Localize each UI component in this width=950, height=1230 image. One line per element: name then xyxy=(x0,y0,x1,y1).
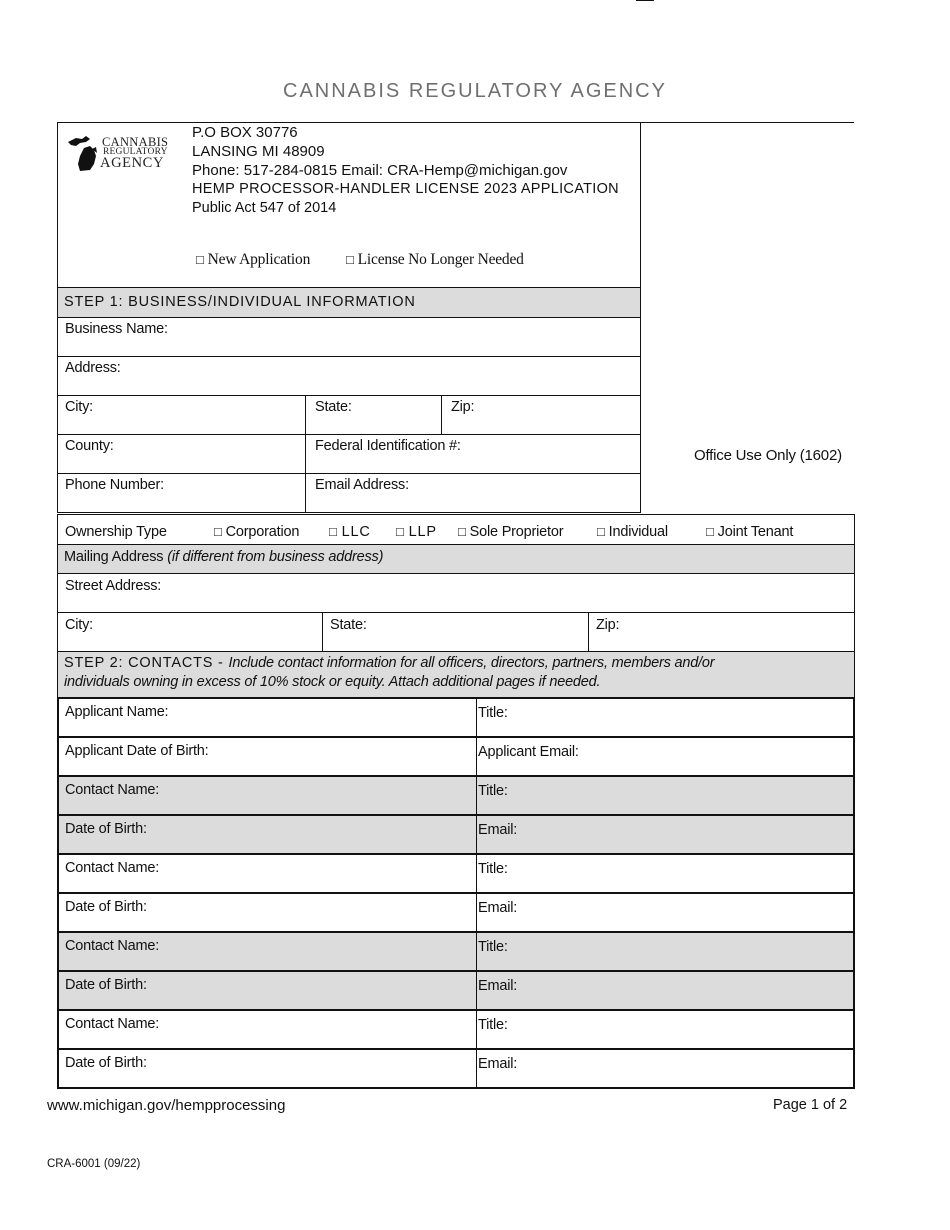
email-field[interactable]: Email: xyxy=(478,1056,518,1072)
contact-dob-field[interactable]: Date of Birth: xyxy=(65,821,147,837)
divider xyxy=(57,651,58,698)
divider xyxy=(57,434,641,435)
checkbox-icon: □ xyxy=(214,524,222,539)
business-name-field[interactable]: Business Name: xyxy=(65,321,168,337)
office-use-top-border xyxy=(640,122,854,123)
footer-url[interactable]: www.michigan.gov/hempprocessing xyxy=(47,1097,286,1114)
contact-dob-field[interactable]: Date of Birth: xyxy=(65,899,147,915)
divider xyxy=(588,612,589,651)
office-use-label: Office Use Only (1602) xyxy=(694,447,842,464)
state-field[interactable]: State: xyxy=(315,399,352,415)
mailing-city-field[interactable]: City: xyxy=(65,617,94,633)
divider xyxy=(322,612,323,651)
new-application-checkbox[interactable] xyxy=(196,251,310,269)
title-field[interactable]: Title: xyxy=(478,861,508,877)
divider xyxy=(441,395,442,434)
checkbox-icon: □ xyxy=(329,524,338,539)
contacts-row xyxy=(59,699,853,738)
ownership-option-label: Individual xyxy=(608,524,668,540)
mailing-title-text: Mailing Address xyxy=(64,549,164,565)
ownership-option-label: LLC xyxy=(341,524,371,540)
mailing-zip-field[interactable]: Zip: xyxy=(596,617,620,633)
applicant-email-field[interactable]: Applicant Email: xyxy=(478,744,579,760)
divider xyxy=(57,473,641,474)
divider xyxy=(57,287,641,288)
checkbox-icon: □ xyxy=(346,252,354,267)
title-field[interactable]: Title: xyxy=(478,705,508,721)
contacts-row xyxy=(59,738,853,777)
divider xyxy=(305,395,306,513)
divider xyxy=(57,544,855,545)
divider xyxy=(57,317,641,318)
federal-id-field[interactable]: Federal Identification #: xyxy=(315,438,461,454)
ownership-type-label: Ownership Type xyxy=(65,524,167,540)
divider xyxy=(57,573,855,574)
step2-note-line2: individuals owning in excess of 10% stock or equity. Attach additional pages if needed. xyxy=(64,674,601,690)
ownership-sole-proprietor-checkbox[interactable] xyxy=(458,524,563,540)
contacts-row xyxy=(59,1050,853,1087)
contacts-row xyxy=(59,933,853,972)
checkbox-icon: □ xyxy=(396,524,405,539)
address-field[interactable]: Address: xyxy=(65,360,121,376)
contact-name-field[interactable]: Contact Name: xyxy=(65,782,160,798)
divider xyxy=(854,651,855,698)
contacts-row xyxy=(59,855,853,894)
contact-name-field[interactable]: Contact Name: xyxy=(65,860,160,876)
email-field[interactable]: Email: xyxy=(478,978,518,994)
public-act: Public Act 547 of 2014 xyxy=(192,200,337,216)
divider xyxy=(57,356,641,357)
agency-title: CANNABIS REGULATORY AGENCY xyxy=(283,80,667,102)
contacts-row xyxy=(59,1011,853,1050)
street-address-field[interactable]: Street Address: xyxy=(65,578,162,594)
email-field[interactable]: Email: xyxy=(478,822,518,838)
contacts-table xyxy=(57,697,855,1089)
ownership-individual-checkbox[interactable] xyxy=(597,524,668,540)
step2-note-line1: Include contact information for all officers, directors, partners, members and/or xyxy=(228,655,715,671)
contacts-row xyxy=(59,816,853,855)
contact-name-field[interactable]: Contact Name: xyxy=(65,1016,160,1032)
michigan-map-icon xyxy=(66,134,102,172)
divider xyxy=(57,395,641,396)
license-no-longer-needed-checkbox[interactable] xyxy=(346,251,524,269)
mailing-address-title xyxy=(64,549,383,565)
city-field[interactable]: City: xyxy=(65,399,94,415)
applicant-name-field[interactable]: Applicant Name: xyxy=(65,704,169,720)
ownership-option-label: LLP xyxy=(408,524,437,540)
license-title: HEMP PROCESSOR-HANDLER LICENSE 2023 APPLICATION xyxy=(192,181,619,197)
contact-line: Phone: 517-284-0815 Email: CRA-Hemp@michigan.gov xyxy=(192,162,568,179)
phone-number-field[interactable]: Phone Number: xyxy=(65,477,164,493)
new-application-label: New Application xyxy=(207,251,311,268)
email-address-field[interactable]: Email Address: xyxy=(315,477,409,493)
email-field[interactable]: Email: xyxy=(478,900,518,916)
contact-dob-field[interactable]: Date of Birth: xyxy=(65,1055,147,1071)
ownership-llp-checkbox[interactable] xyxy=(396,524,437,540)
divider xyxy=(57,612,855,613)
checkbox-icon: □ xyxy=(597,524,605,539)
contacts-row xyxy=(59,972,853,1011)
ownership-option-label: Corporation xyxy=(225,524,300,540)
step1-title: STEP 1: BUSINESS/INDIVIDUAL INFORMATION xyxy=(64,294,416,310)
title-field[interactable]: Title: xyxy=(478,1017,508,1033)
step2-title xyxy=(64,655,714,671)
page-number: Page 1 of 2 xyxy=(773,1097,848,1113)
top-mark xyxy=(636,0,654,2)
ownership-corporation-checkbox[interactable] xyxy=(214,524,299,540)
mailing-state-field[interactable]: State: xyxy=(330,617,367,633)
applicant-dob-field[interactable]: Applicant Date of Birth: xyxy=(65,743,209,759)
step2-title-text: STEP 2: CONTACTS - xyxy=(64,655,229,671)
license-no-longer-needed-label: License No Longer Needed xyxy=(357,251,524,268)
county-field[interactable]: County: xyxy=(65,438,114,454)
logo-line2: REGULATORY xyxy=(103,147,168,157)
contacts-row xyxy=(59,777,853,816)
contact-dob-field[interactable]: Date of Birth: xyxy=(65,977,147,993)
contacts-column-divider xyxy=(476,699,477,1087)
checkbox-icon: □ xyxy=(458,524,466,539)
ownership-option-label: Joint Tenant xyxy=(717,524,794,540)
checkbox-icon: □ xyxy=(196,252,204,267)
form-id: CRA-6001 (09/22) xyxy=(47,1158,141,1170)
agency-logo xyxy=(66,134,178,174)
checkbox-icon: □ xyxy=(706,524,714,539)
title-field[interactable]: Title: xyxy=(478,939,508,955)
logo-line3: AGENCY xyxy=(100,155,165,171)
contact-name-field[interactable]: Contact Name: xyxy=(65,938,160,954)
logo-line1: CANNABIS xyxy=(102,135,169,149)
zip-field[interactable]: Zip: xyxy=(451,399,475,415)
ownership-joint-tenant-checkbox[interactable] xyxy=(706,524,793,540)
city-line: LANSING MI 48909 xyxy=(192,143,325,160)
contacts-row xyxy=(59,894,853,933)
ownership-llc-checkbox[interactable] xyxy=(329,524,371,540)
title-field[interactable]: Title: xyxy=(478,783,508,799)
mailing-note: (if different from business address) xyxy=(167,549,384,565)
ownership-option-label: Sole Proprietor xyxy=(469,524,564,540)
po-box: P.O BOX 30776 xyxy=(192,124,298,141)
